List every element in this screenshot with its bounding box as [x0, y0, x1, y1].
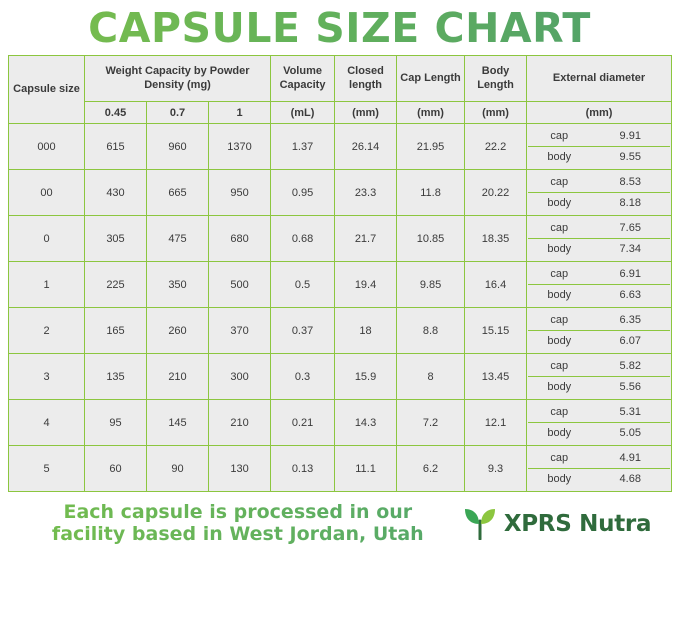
- cell-volume: 0.68: [271, 216, 335, 262]
- external-body-row: [528, 469, 670, 489]
- header-closed-length: Closed length: [335, 56, 397, 102]
- external-cap-value: 9.91: [619, 130, 641, 142]
- cell-body-length: 9.3: [465, 446, 527, 492]
- external-body-value: 6.63: [619, 289, 641, 301]
- cell-body-length: 16.4: [465, 262, 527, 308]
- external-body-label: body: [547, 473, 572, 485]
- external-body-row: [528, 377, 670, 397]
- external-body-row: [528, 285, 670, 305]
- cell-volume: 0.37: [271, 308, 335, 354]
- cell-density-1: 680: [209, 216, 271, 262]
- cell-body-length: 15.15: [465, 308, 527, 354]
- header-cap-length: Cap Length: [397, 56, 465, 102]
- subheader-cap-unit: (mm): [397, 102, 465, 124]
- external-body-value: 4.68: [619, 473, 641, 485]
- external-cap-label: cap: [550, 130, 569, 142]
- brand-logo: [462, 502, 651, 545]
- cell-body-length: 22.2: [465, 124, 527, 170]
- cell-external-diameter: [527, 262, 672, 308]
- external-body-label: body: [547, 197, 572, 209]
- cell-density-1: 300: [209, 354, 271, 400]
- cell-density-045: 165: [85, 308, 147, 354]
- table-row: [9, 262, 672, 308]
- external-cap-value: 5.82: [619, 360, 641, 372]
- cell-density-07: 350: [147, 262, 209, 308]
- external-cap-value: 4.91: [619, 452, 641, 464]
- external-body-value: 9.55: [619, 151, 641, 163]
- cell-external-diameter: [527, 216, 672, 262]
- external-body-row: [528, 239, 670, 259]
- external-cap-value: 5.31: [619, 406, 641, 418]
- cell-volume: 0.95: [271, 170, 335, 216]
- external-cap-label: cap: [550, 268, 569, 280]
- external-body-label: body: [547, 427, 572, 439]
- subheader-density-07: 0.7: [147, 102, 209, 124]
- external-cap-label: cap: [550, 176, 569, 188]
- cell-density-045: 135: [85, 354, 147, 400]
- cell-density-07: 475: [147, 216, 209, 262]
- cell-cap-length: 8: [397, 354, 465, 400]
- cell-density-07: 210: [147, 354, 209, 400]
- external-cap-value: 8.53: [619, 176, 641, 188]
- cell-density-1: 1370: [209, 124, 271, 170]
- header-capsule-size: Capsule size: [9, 56, 85, 124]
- external-cap-row: [528, 402, 670, 423]
- header-weight-capacity: Weight Capacity by Powder Density (mg): [85, 56, 271, 102]
- external-cap-row: [528, 126, 670, 147]
- cell-body-length: 12.1: [465, 400, 527, 446]
- external-cap-label: cap: [550, 452, 569, 464]
- cell-cap-length: 7.2: [397, 400, 465, 446]
- table-subheader-row: [9, 102, 672, 124]
- cell-density-1: 130: [209, 446, 271, 492]
- header-external-diameter: External diameter: [527, 56, 672, 102]
- subheader-density-045: 0.45: [85, 102, 147, 124]
- table-row: [9, 354, 672, 400]
- external-cap-row: [528, 172, 670, 193]
- external-body-label: body: [547, 381, 572, 393]
- external-cap-label: cap: [550, 360, 569, 372]
- cell-capsule-size: 4: [9, 400, 85, 446]
- cell-cap-length: 6.2: [397, 446, 465, 492]
- external-body-row: [528, 423, 670, 443]
- external-cap-row: [528, 218, 670, 239]
- cell-body-length: 18.35: [465, 216, 527, 262]
- cell-density-07: 665: [147, 170, 209, 216]
- cell-capsule-size: 5: [9, 446, 85, 492]
- cell-capsule-size: 3: [9, 354, 85, 400]
- external-body-row: [528, 147, 670, 167]
- external-cap-value: 6.35: [619, 314, 641, 326]
- chart-table-container: [0, 55, 679, 492]
- cell-capsule-size: 2: [9, 308, 85, 354]
- table-row: [9, 124, 672, 170]
- cell-closed-length: 19.4: [335, 262, 397, 308]
- cell-closed-length: 21.7: [335, 216, 397, 262]
- cell-external-diameter: [527, 170, 672, 216]
- cell-density-045: 615: [85, 124, 147, 170]
- external-cap-label: cap: [550, 314, 569, 326]
- cell-external-diameter: [527, 400, 672, 446]
- cell-volume: 0.3: [271, 354, 335, 400]
- cell-closed-length: 18: [335, 308, 397, 354]
- cell-external-diameter: [527, 124, 672, 170]
- subheader-external-unit: (mm): [527, 102, 672, 124]
- external-body-label: body: [547, 289, 572, 301]
- cell-density-1: 210: [209, 400, 271, 446]
- cell-external-diameter: [527, 308, 672, 354]
- external-body-value: 7.34: [619, 243, 641, 255]
- header-body-length: Body Length: [465, 56, 527, 102]
- table-row: [9, 446, 672, 492]
- cell-volume: 0.13: [271, 446, 335, 492]
- cell-density-07: 145: [147, 400, 209, 446]
- header-volume-capacity: Volume Capacity: [271, 56, 335, 102]
- cell-cap-length: 8.8: [397, 308, 465, 354]
- brand-name: XPRS Nutra: [503, 510, 652, 537]
- cell-external-diameter: [527, 446, 672, 492]
- cell-cap-length: 11.8: [397, 170, 465, 216]
- cell-volume: 1.37: [271, 124, 335, 170]
- cell-density-1: 370: [209, 308, 271, 354]
- external-cap-row: [528, 448, 670, 469]
- external-body-row: [528, 193, 670, 213]
- cell-density-1: 950: [209, 170, 271, 216]
- cell-density-045: 95: [85, 400, 147, 446]
- external-cap-row: [528, 310, 670, 331]
- cell-density-07: 260: [147, 308, 209, 354]
- external-body-label: body: [547, 243, 572, 255]
- external-body-label: body: [547, 151, 572, 163]
- table-row: [9, 170, 672, 216]
- cell-volume: 0.5: [271, 262, 335, 308]
- cell-density-045: 430: [85, 170, 147, 216]
- cell-density-045: 60: [85, 446, 147, 492]
- cell-density-1: 500: [209, 262, 271, 308]
- cell-cap-length: 21.95: [397, 124, 465, 170]
- subheader-body-unit: (mm): [465, 102, 527, 124]
- subheader-closed-unit: (mm): [335, 102, 397, 124]
- cell-closed-length: 23.3: [335, 170, 397, 216]
- external-cap-label: cap: [550, 406, 569, 418]
- footer: [0, 492, 679, 550]
- capsule-size-table: [8, 55, 672, 492]
- cell-capsule-size: 00: [9, 170, 85, 216]
- table-row: [9, 216, 672, 262]
- cell-density-07: 90: [147, 446, 209, 492]
- cell-body-length: 20.22: [465, 170, 527, 216]
- cell-closed-length: 14.3: [335, 400, 397, 446]
- cell-density-045: 305: [85, 216, 147, 262]
- external-body-value: 5.05: [619, 427, 641, 439]
- cell-cap-length: 10.85: [397, 216, 465, 262]
- external-body-value: 6.07: [619, 335, 641, 347]
- cell-external-diameter: [527, 354, 672, 400]
- table-body: [9, 124, 672, 492]
- external-cap-row: [528, 264, 670, 285]
- cell-capsule-size: 000: [9, 124, 85, 170]
- cell-body-length: 13.45: [465, 354, 527, 400]
- external-body-value: 5.56: [619, 381, 641, 393]
- external-cap-value: 6.91: [619, 268, 641, 280]
- external-body-row: [528, 331, 670, 351]
- subheader-density-1: 1: [209, 102, 271, 124]
- external-body-value: 8.18: [619, 197, 641, 209]
- page-title: CAPSULE SIZE CHART: [0, 0, 679, 55]
- cell-density-045: 225: [85, 262, 147, 308]
- table-header-row: [9, 56, 672, 102]
- cell-closed-length: 15.9: [335, 354, 397, 400]
- cell-density-07: 960: [147, 124, 209, 170]
- external-body-label: body: [547, 335, 572, 347]
- table-row: [9, 400, 672, 446]
- cell-capsule-size: 0: [9, 216, 85, 262]
- external-cap-row: [528, 356, 670, 377]
- external-cap-value: 7.65: [619, 222, 641, 234]
- cell-capsule-size: 1: [9, 262, 85, 308]
- leaf-icon: [462, 502, 498, 545]
- cell-closed-length: 11.1: [335, 446, 397, 492]
- cell-closed-length: 26.14: [335, 124, 397, 170]
- cell-cap-length: 9.85: [397, 262, 465, 308]
- subheader-volume-unit: (mL): [271, 102, 335, 124]
- cell-volume: 0.21: [271, 400, 335, 446]
- footer-tagline: Each capsule is processed in our facility based in West Jordan, Utah: [28, 502, 448, 546]
- external-cap-label: cap: [550, 222, 569, 234]
- table-row: [9, 308, 672, 354]
